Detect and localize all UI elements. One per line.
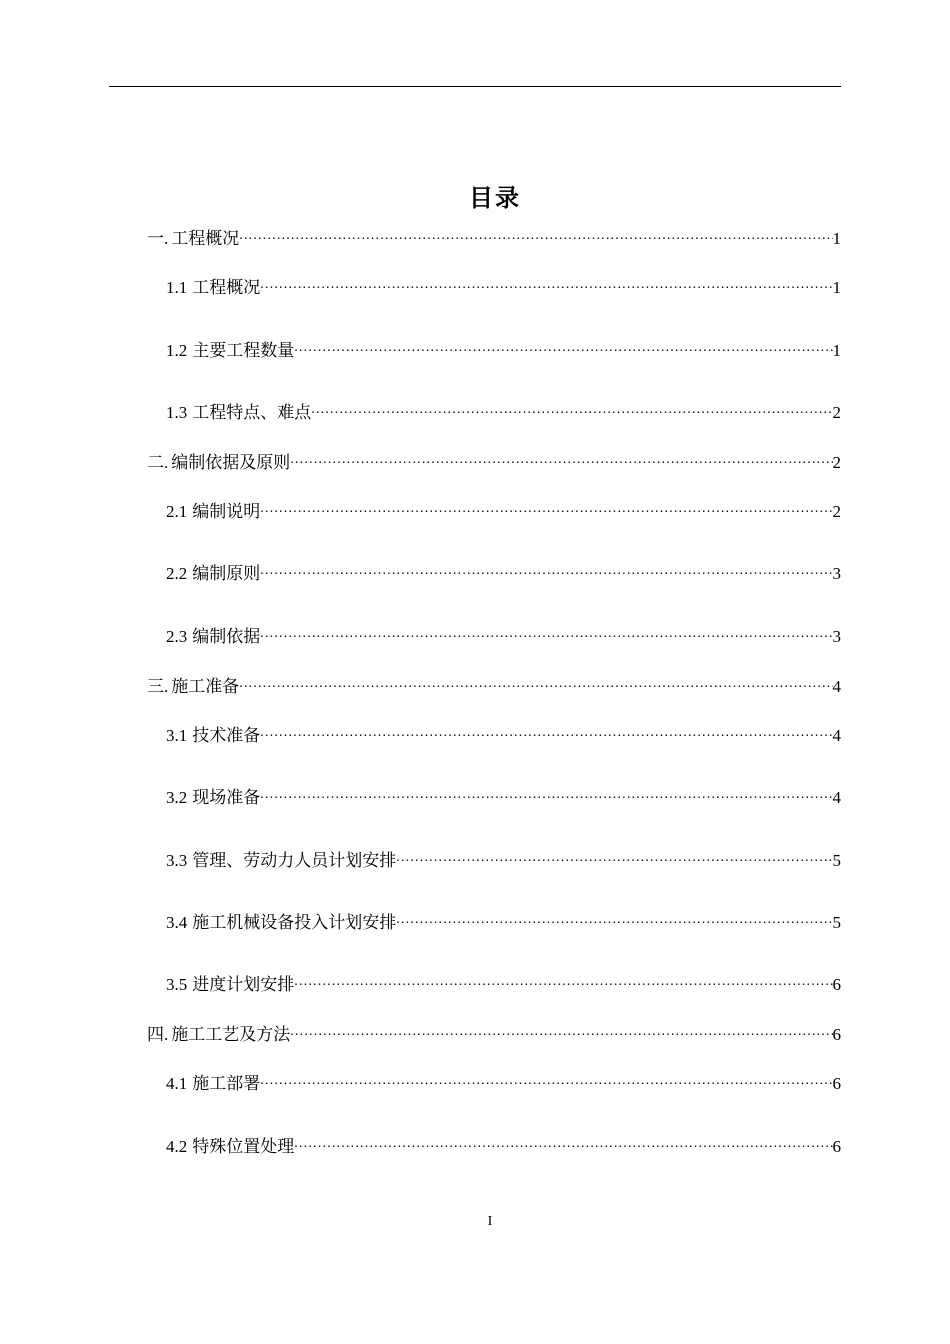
toc-entry-number: 3.2 — [166, 788, 188, 807]
toc-entry-page: 6 — [832, 1025, 841, 1044]
toc-entry-3-5[interactable] — [166, 970, 841, 995]
toc-leader-dots — [294, 336, 832, 356]
toc-entry-number: 1.1 — [166, 278, 188, 297]
toc-entry-page: 4 — [832, 677, 841, 696]
toc-entry-page: 4 — [832, 788, 841, 807]
toc-entry-number: 四. — [147, 1025, 169, 1044]
toc-entry-text: 施工工艺及方法 — [171, 1025, 291, 1045]
toc-entry-page: 1 — [832, 278, 841, 297]
toc-entry-page: 2 — [832, 502, 841, 521]
toc-entry-page: 6 — [832, 975, 841, 994]
toc-leader-dots — [239, 672, 832, 692]
toc-entry-text: 工程概况 — [171, 229, 240, 249]
toc-leader-dots — [260, 622, 832, 642]
toc-entry-3-3[interactable] — [166, 846, 841, 871]
toc-leader-dots — [396, 908, 832, 928]
toc-entry-3-4[interactable] — [166, 908, 841, 933]
toc-entry-1-2[interactable] — [166, 336, 841, 361]
toc-leader-dots — [290, 448, 832, 468]
toc-leader-dots — [260, 721, 832, 741]
toc-entry-2[interactable] — [147, 448, 841, 473]
toc-leader-dots — [239, 224, 832, 244]
toc-entry-page: 4 — [832, 726, 841, 745]
toc-entry-page: 5 — [832, 913, 841, 932]
toc-entry-3[interactable] — [147, 672, 841, 697]
toc-entry-3-1[interactable] — [166, 721, 841, 746]
toc-entry-1-1[interactable] — [166, 273, 841, 298]
toc-entry-text: 编制依据及原则 — [171, 453, 291, 473]
toc-entry-text: 特殊位置处理 — [192, 1137, 295, 1157]
toc-leader-dots — [311, 398, 832, 418]
toc-entry-number: 4.2 — [166, 1137, 188, 1156]
toc-leader-dots — [260, 559, 832, 579]
toc-entry-2-1[interactable] — [166, 497, 841, 522]
toc-entry-number: 2.2 — [166, 564, 188, 583]
toc-entry-page: 2 — [832, 453, 841, 472]
toc-leader-dots — [294, 1132, 832, 1152]
header-rule — [109, 86, 841, 87]
toc-entry-number: 二. — [147, 453, 169, 472]
toc-entry-number: 2.3 — [166, 627, 188, 646]
toc-entry-4-1[interactable] — [166, 1069, 841, 1094]
toc-leader-dots — [294, 970, 832, 990]
toc-entry-text: 编制依据 — [192, 627, 261, 647]
toc-entry-text: 施工部署 — [192, 1074, 261, 1094]
toc-entry-text: 施工准备 — [171, 677, 240, 697]
toc-entry-text: 编制原则 — [192, 564, 261, 584]
toc-title: 目录 — [469, 184, 521, 212]
toc-entry-page: 3 — [832, 627, 841, 646]
toc-entry-1-3[interactable] — [166, 398, 841, 423]
page-number: I — [487, 1214, 493, 1229]
toc-entry-text: 主要工程数量 — [192, 341, 295, 361]
toc-entry-number: 一. — [147, 229, 169, 248]
toc-entry-number: 3.1 — [166, 726, 188, 745]
toc-entry-text: 工程概况 — [192, 278, 261, 298]
toc-entry-text: 编制说明 — [192, 502, 261, 522]
toc-leader-dots — [260, 273, 832, 293]
toc-entry-4-2[interactable] — [166, 1132, 841, 1157]
toc-entry-page: 3 — [832, 564, 841, 583]
toc-entry-number: 3.3 — [166, 851, 188, 870]
toc-leader-dots — [260, 1069, 832, 1089]
toc-entry-4[interactable] — [147, 1020, 841, 1045]
toc-leader-dots — [260, 783, 832, 803]
toc-entry-number: 2.1 — [166, 502, 188, 521]
toc-entry-text: 现场准备 — [192, 788, 261, 808]
toc-entry-text: 工程特点、难点 — [192, 403, 312, 423]
toc-entry-text: 施工机械设备投入计划安排 — [192, 913, 397, 933]
toc-leader-dots — [396, 846, 832, 866]
toc-leader-dots — [260, 497, 832, 517]
toc-entry-text: 进度计划安排 — [192, 975, 295, 995]
toc-entry-page: 1 — [832, 229, 841, 248]
toc-entry-page: 2 — [832, 403, 841, 422]
toc-entry-number: 1.3 — [166, 403, 188, 422]
toc-entry-number: 3.5 — [166, 975, 188, 994]
toc-leader-dots — [290, 1020, 832, 1040]
toc-entry-page: 6 — [832, 1074, 841, 1093]
toc-entry-2-3[interactable] — [166, 622, 841, 647]
toc-entry-1[interactable] — [147, 224, 841, 249]
toc-entry-page: 5 — [832, 851, 841, 870]
toc-entry-text: 管理、劳动力人员计划安排 — [192, 851, 397, 871]
toc-entry-3-2[interactable] — [166, 783, 841, 808]
toc-entry-number: 3.4 — [166, 913, 188, 932]
toc-entry-page: 6 — [832, 1137, 841, 1156]
toc-entry-page: 1 — [832, 341, 841, 360]
toc-entry-number: 4.1 — [166, 1074, 188, 1093]
toc-entry-2-2[interactable] — [166, 559, 841, 584]
toc-entry-number: 1.2 — [166, 341, 188, 360]
toc-entry-text: 技术准备 — [192, 726, 261, 746]
toc-entry-number: 三. — [147, 677, 169, 696]
